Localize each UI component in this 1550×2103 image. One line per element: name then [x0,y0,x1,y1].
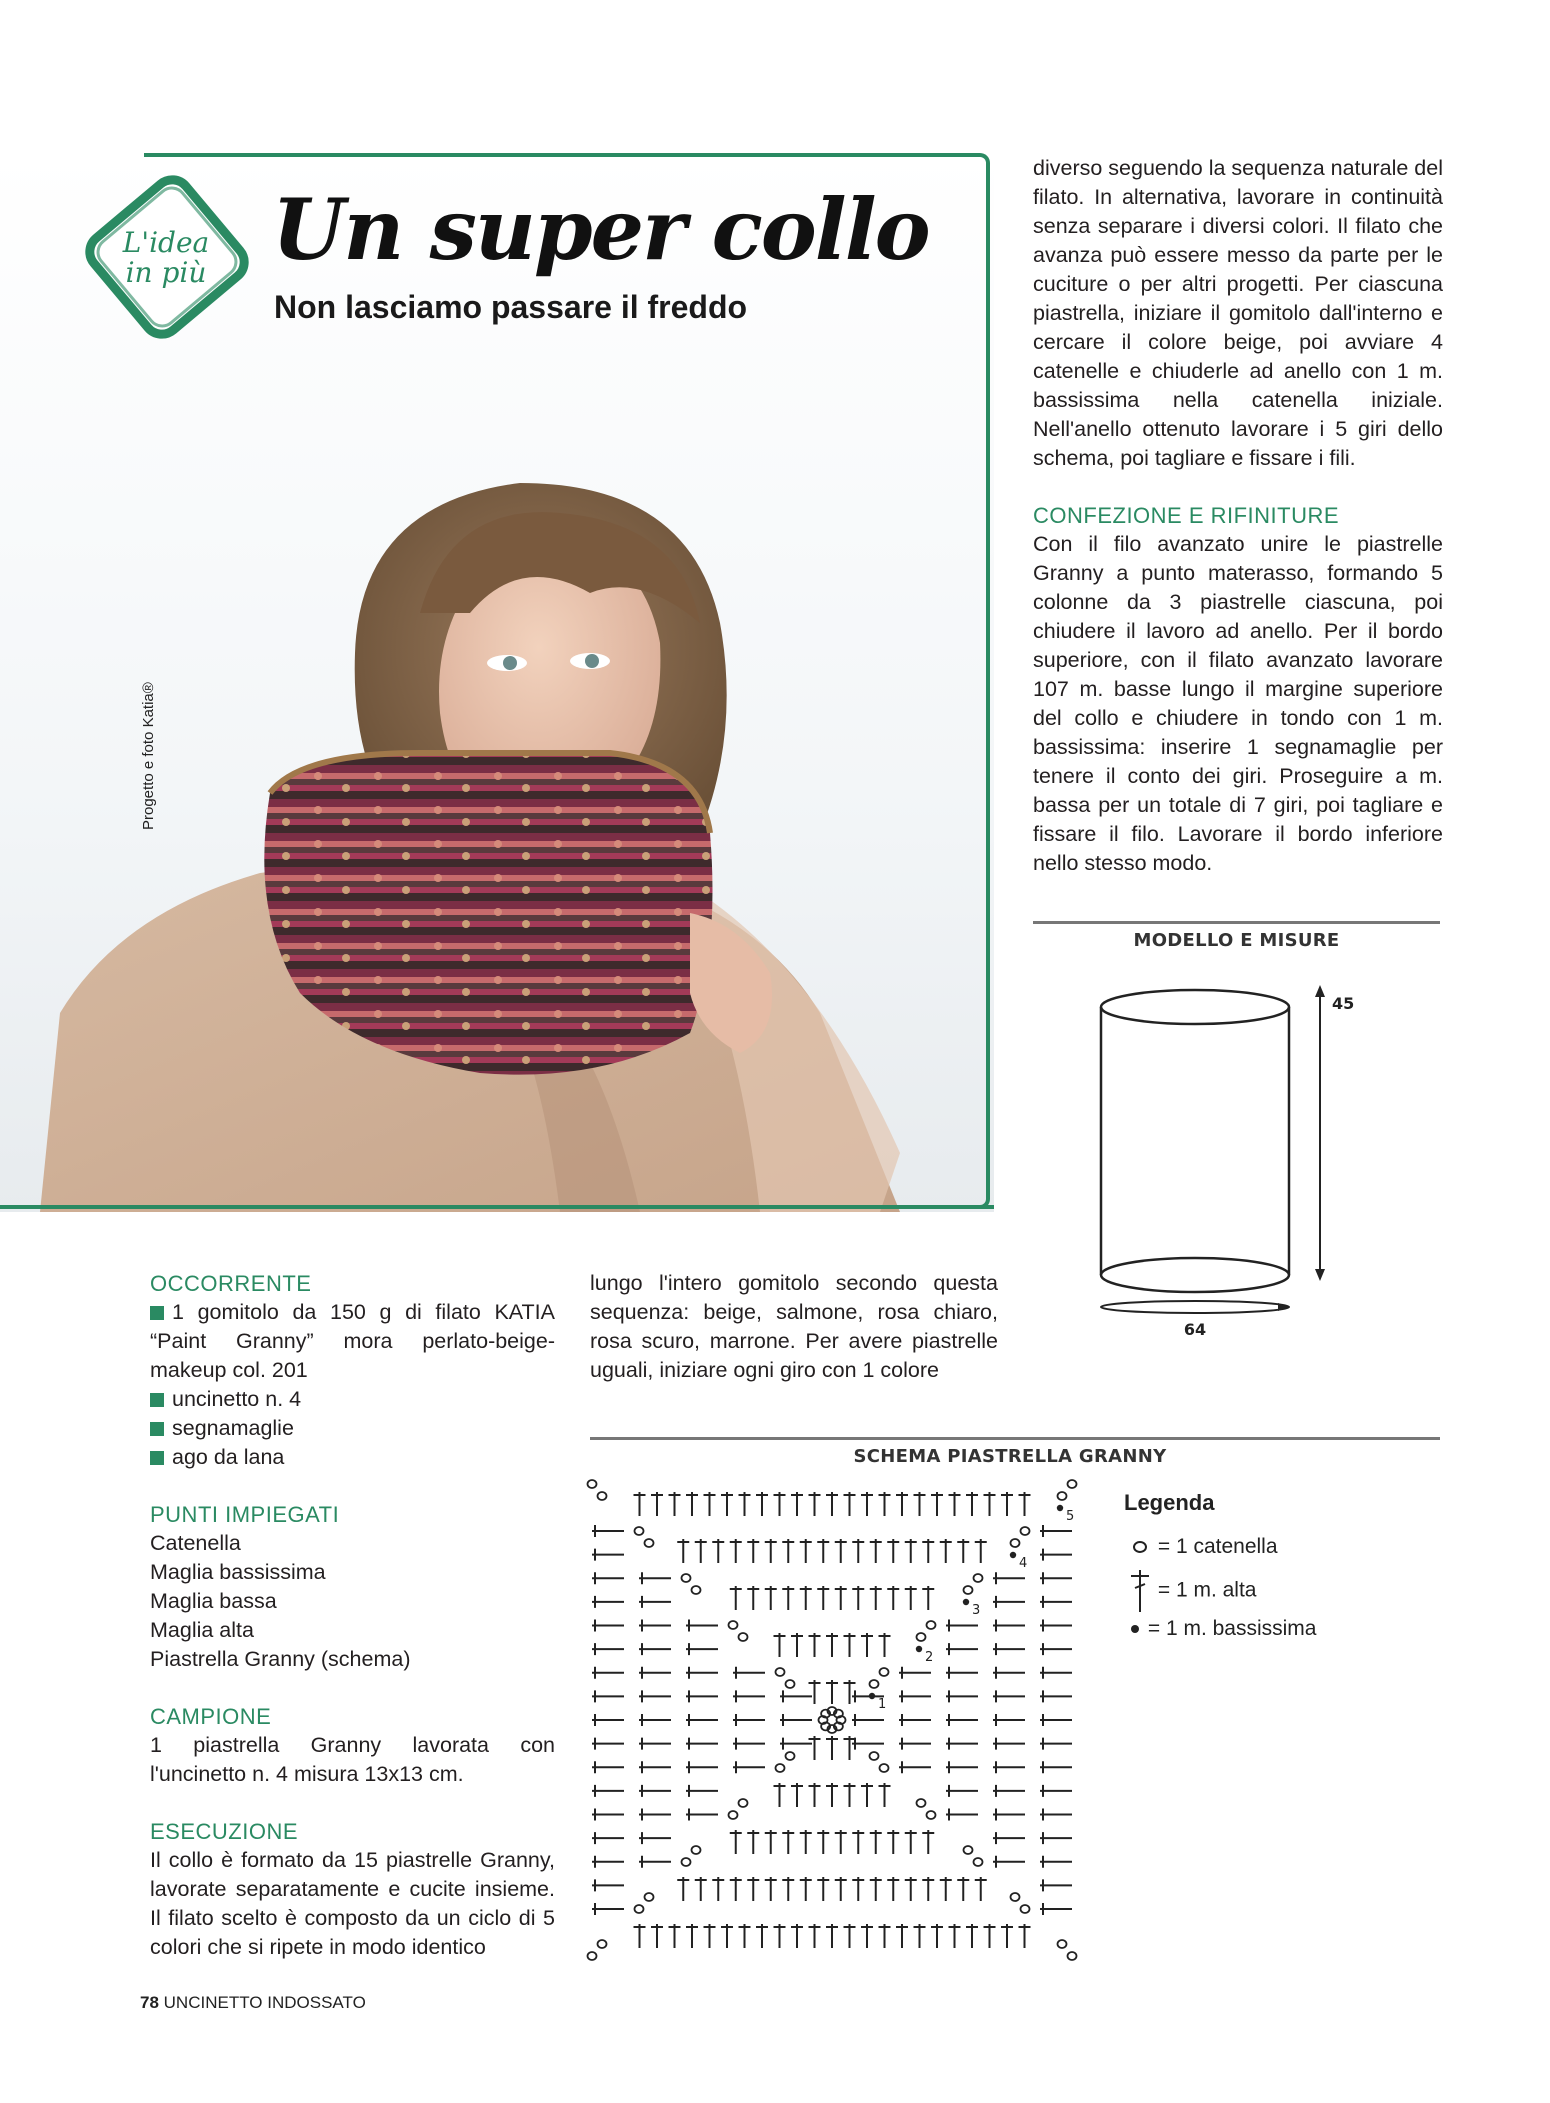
chain-stitch [588,1480,597,1488]
publication-name: UNCINETTO INDOSSATO [163,1993,366,2012]
slip-stitch [963,1599,969,1605]
slip-stitch [1057,1505,1063,1511]
chain-stitch [1011,1893,1020,1901]
chain-stitch [974,1858,983,1866]
punti-heading: PUNTI IMPIEGATI [150,1502,340,1527]
slip-stitch-symbol-icon [1128,1618,1142,1640]
page-title: Un super collo [272,180,929,279]
round-number-label: 4 [1019,1556,1028,1571]
round-number-label: 1 [878,1697,887,1712]
legend-item-double-crochet: = 1 m. alta [1128,1568,1256,1614]
chain-stitch [635,1527,644,1535]
chain-stitch [635,1905,644,1913]
chain-stitch [880,1764,889,1772]
punti-item: Maglia alta [150,1618,254,1642]
chain-stitch [739,1633,748,1641]
esecuzione-heading: ESECUZIONE [150,1819,299,1844]
chain-stitch [588,1952,597,1960]
model-diagram [1090,985,1370,1340]
punti-item: Piastrella Granny (schema) [150,1647,411,1671]
chain-stitch [692,1846,701,1854]
round-number-label: 5 [1066,1509,1075,1524]
chain-stitch [1068,1952,1077,1960]
round-number-label: 2 [925,1650,934,1665]
left-column [150,1269,555,1962]
chain-stitch [1068,1480,1077,1488]
chain-stitch [682,1574,691,1582]
chain-stitch [917,1799,926,1807]
chain-symbol-icon [1128,1536,1152,1558]
occorrente-heading: OCCORRENTE [150,1271,312,1296]
confezione-text: Con il filo avanzato unire le piastrelle Granny a punto materasso, formando 5 colonne da 3 piastrelle ciascuna, poi chiudere il lavoro ad anello. Per il bordo superiore, con il filato avanzato lavorare 107 m. basse lungo il margine superiore del collo e chiudere in tondo con 1 m. bassissima: inserire 1 segnamaglie per tenere il conto dei giri. Proseguire a m. bassa per un totale di 7 giri, poi tagliare e fissare il filo. Lavorare il bordo inferiore nello stesso modo. [1033,532,1443,875]
chain-stitch [1058,1940,1067,1948]
chain-stitch [692,1586,701,1594]
idea-badge [82,172,252,347]
chain-stitch [729,1621,738,1629]
occorrente-item: segnamaglie [150,1414,555,1443]
legend-title: Legenda [1124,1490,1215,1515]
chain-stitch [598,1492,607,1500]
chain-stitch [598,1940,607,1948]
badge-line2: in più [125,256,207,289]
chain-stitch [917,1633,926,1641]
punti-item: Maglia bassa [150,1589,277,1613]
campione-text: 1 piastrella Granny lavorata con l'uncinetto n. 4 misura 13x13 cm. [150,1733,555,1786]
chain-stitch [786,1752,795,1760]
chain-stitch [786,1680,795,1688]
occorrente-item: ago da lana [150,1443,555,1472]
chain-stitch [964,1846,973,1854]
chain-stitch [964,1586,973,1594]
chain-stitch [645,1539,654,1547]
middle-column [590,1269,998,1385]
bullet-square-icon [150,1393,164,1407]
slip-stitch [869,1693,875,1699]
badge-line1: L'idea [122,226,210,259]
page-subtitle: Non lasciamo passare il freddo [274,289,748,325]
chain-stitch [776,1668,785,1676]
punti-item: Catenella [150,1531,241,1555]
schema-rule [590,1437,1440,1440]
schema-title: SCHEMA PIASTRELLA GRANNY [853,1446,1167,1467]
middle-text: lungo l'intero gomitolo secondo questa sequenza: beige, salmone, rosa chiaro, rosa scuro, marrone. Per avere piastrelle uguali, iniziare ogni giro con 1 colore [590,1271,998,1382]
chain-stitch [927,1621,936,1629]
intro-text: diverso seguendo la sequenza naturale del filato. In alternativa, lavorare in continuità senza separare i diversi colori. Il filato che avanza può essere messo da parte per le cuciture o per altri progetti. Per ciascuna piastrella, iniziare il gomitolo dall'interno e cercare il colore beige, poi avviare 4 catenelle e chiuderle ad anello con 1 m. bassissima nella catenella iniziale. Nell'anello ottenuto lavorare i 5 giri dello schema, poi tagliare e fissare i fili. [1033,156,1443,470]
bullet-square-icon [150,1451,164,1465]
double-crochet-symbol-icon [1128,1568,1152,1614]
model-rule [1033,921,1440,924]
chain-stitch [870,1680,879,1688]
occorrente-item: uncinetto n. 4 [150,1385,555,1414]
chain-stitch [729,1811,738,1819]
model-title: MODELLO E MISURE [1133,930,1340,951]
esecuzione-text: Il collo è formato da 15 piastrelle Granny, lavorate separatamente e cucite insieme. Il filato scelto è composto da un ciclo di 5 colori che si ripete in modo identico [150,1848,555,1959]
chain-stitch [739,1799,748,1807]
granny-square-chart [592,1485,1075,1960]
chain-stitch [1058,1492,1067,1500]
chain-stitch [974,1574,983,1582]
legend-item-slip-stitch: = 1 m. bassissima [1128,1617,1316,1641]
bullet-square-icon [150,1306,164,1320]
punti-item: Maglia bassissima [150,1560,326,1584]
slip-stitch [916,1646,922,1652]
chain-stitch [1011,1539,1020,1547]
right-column [1033,154,1443,878]
slip-stitch [1010,1552,1016,1558]
bullet-square-icon [150,1422,164,1436]
chain-stitch [927,1811,936,1819]
photo-frame-bottom-rule [0,1205,994,1209]
page-footer [140,1993,366,2013]
chain-stitch [682,1858,691,1866]
chain-stitch [870,1752,879,1760]
legend-item-chain: = 1 catenella [1128,1535,1278,1559]
chain-stitch [645,1893,654,1901]
campione-heading: CAMPIONE [150,1704,272,1729]
photo-credit: Progetto e foto Katia® [140,682,157,830]
page-number: 78 [140,1993,159,2012]
chain-stitch [1021,1527,1030,1535]
chain-stitch [1021,1905,1030,1913]
chain-stitch [880,1668,889,1676]
round-number-label: 3 [972,1603,981,1618]
occorrente-item: 1 gomitolo da 150 g di filato KATIA “Paint Granny” mora perlato-beige-makeup col. 201 [150,1300,555,1382]
confezione-heading: CONFEZIONE E RIFINITURE [1033,503,1340,528]
height-label: 45 [1332,994,1355,1013]
width-label: 64 [1183,1320,1207,1339]
chain-stitch [776,1764,785,1772]
